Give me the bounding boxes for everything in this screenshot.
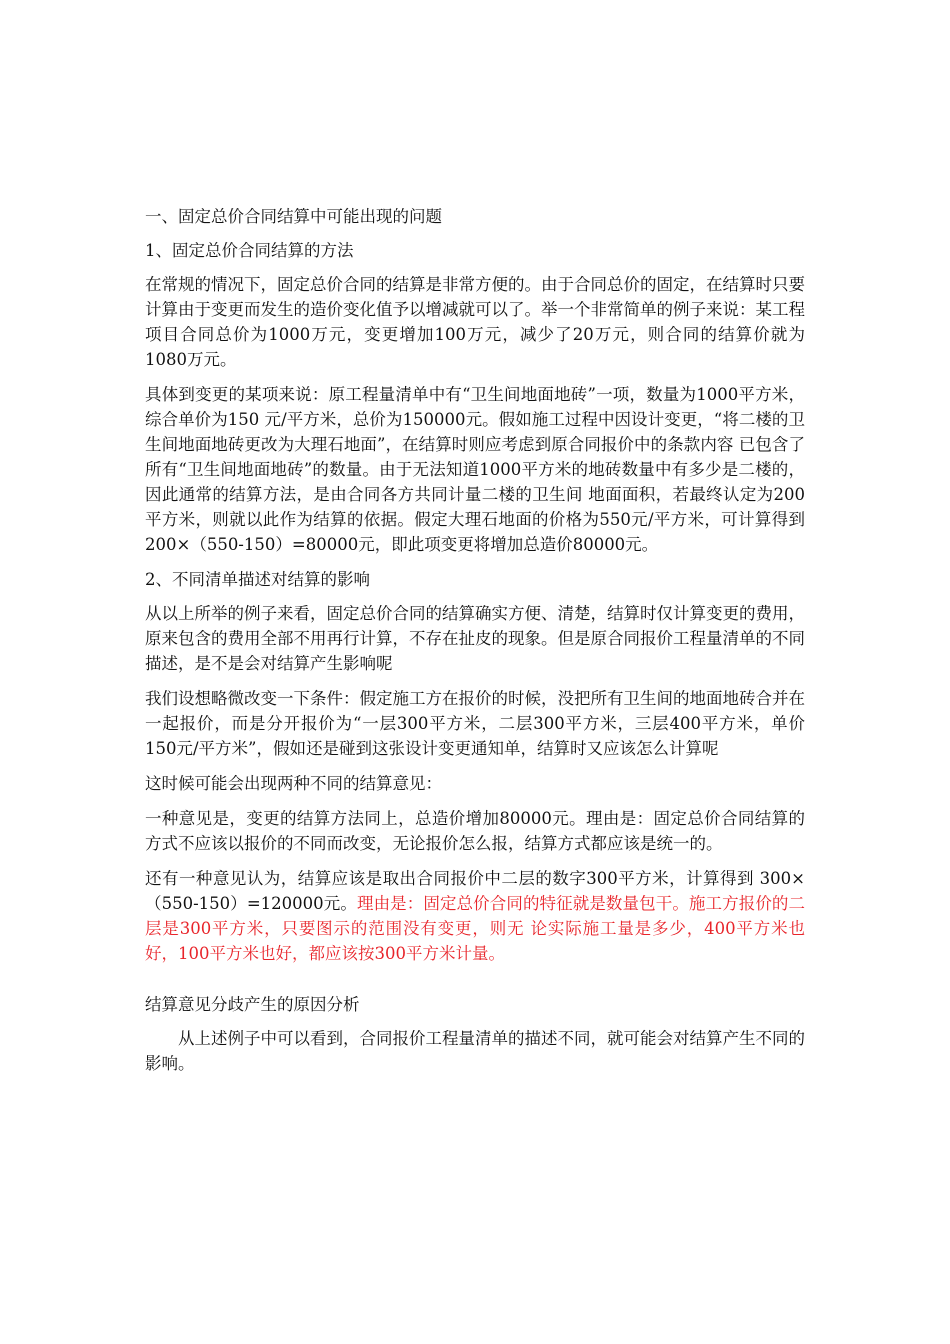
document-body bbox=[145, 204, 805, 1086]
subsection-heading-method: 1、固定总价合同结算的方法 bbox=[145, 241, 354, 260]
paragraph-opinion-two bbox=[145, 866, 805, 966]
subsection-heading-description-impact: 2、不同清单描述对结算的影响 bbox=[145, 570, 370, 589]
paragraph-example-analysis: 从以上所举的例子来看，固定总价合同的结算确实方便、清楚，结算时仅计算变更的费用，原来包含的费用全部不用再行计算，不存在扯皮的现象。但是原合同报价工程量清单的不同描述，是不是会对结算产生影响呢 bbox=[145, 604, 805, 673]
paragraph-analysis-conclusion: 从上述例子中可以看到，合同报价工程量清单的描述不同，就可能会对结算产生不同的影响。 bbox=[145, 1029, 805, 1073]
paragraph-changed-condition: 我们设想略微改变一下条件：假定施工方在报价的时候，没把所有卫生间的地面地砖合并在一起报价，而是分开报价为“一层300平方米，二层300平方米，三层400平方米，单价150元/平方米”，假如还是碰到这张设计变更通知单，结算时又应该怎么计算呢 bbox=[145, 689, 805, 758]
paragraph-change-example: 具体到变更的某项来说：原工程量清单中有“卫生间地面地砖”一项，数量为1000平方米，综合单价为150 元/平方米，总价为150000元。假如施工过程中因设计变更，“将二楼的卫生间地面地砖更改为大理石地面”，在结算时则应考虑到原合同报价中的条款内容 已包含了所有“卫生间地面地砖”的数量。由于无法知道1000平方米的地砖数量中有多少是二楼的，因此通常的结算方法，是由合同各方共同计量二楼的卫生间 地面面积，若最终认定为200平方米，则就以此作为结算的依据。假定大理石地面的价格为550元/平方米，可计算得到200×（550-150）=80000元，即此项变更将增加总造价80000元。 bbox=[145, 385, 805, 554]
paragraph-settlement-method: 在常规的情况下，固定总价合同的结算是非常方便的。由于合同总价的固定，在结算时只要计算由于变更而发生的造价变化值予以增减就可以了。举一个非常简单的例子来说：某工程项目合同总价为1000万元，变更增加100万元，减少了20万元，则合同的结算价就为1080万元。 bbox=[145, 275, 805, 369]
paragraph-opinion-one: 一种意见是，变更的结算方法同上，总造价增加80000元。理由是：固定总价合同结算的方式不应该以报价的不同而改变，无论报价怎么报，结算方式都应该是统一的。 bbox=[145, 809, 805, 853]
paragraph-two-opinions: 这时候可能会出现两种不同的结算意见： bbox=[145, 774, 442, 793]
opinion-two-text: 还有一种意见认为，结算应该是取出合同报价中二层的数字300平方米，计算得到 300×（550-150）=120000元。 bbox=[145, 869, 805, 913]
section-heading: 一、固定总价合同结算中可能出现的问题 bbox=[145, 207, 442, 226]
opinion-two-highlighted-reason: 理由是：固定总价合同的特征就是数量包干。施工方报价的二层是300平方米，只要图示的范围没有变更，则无 论实际施工量是多少，400平方米也好，100平方米也好，都应该按300平方米计量。 bbox=[145, 894, 806, 963]
analysis-heading: 结算意见分歧产生的原因分析 bbox=[145, 995, 360, 1014]
